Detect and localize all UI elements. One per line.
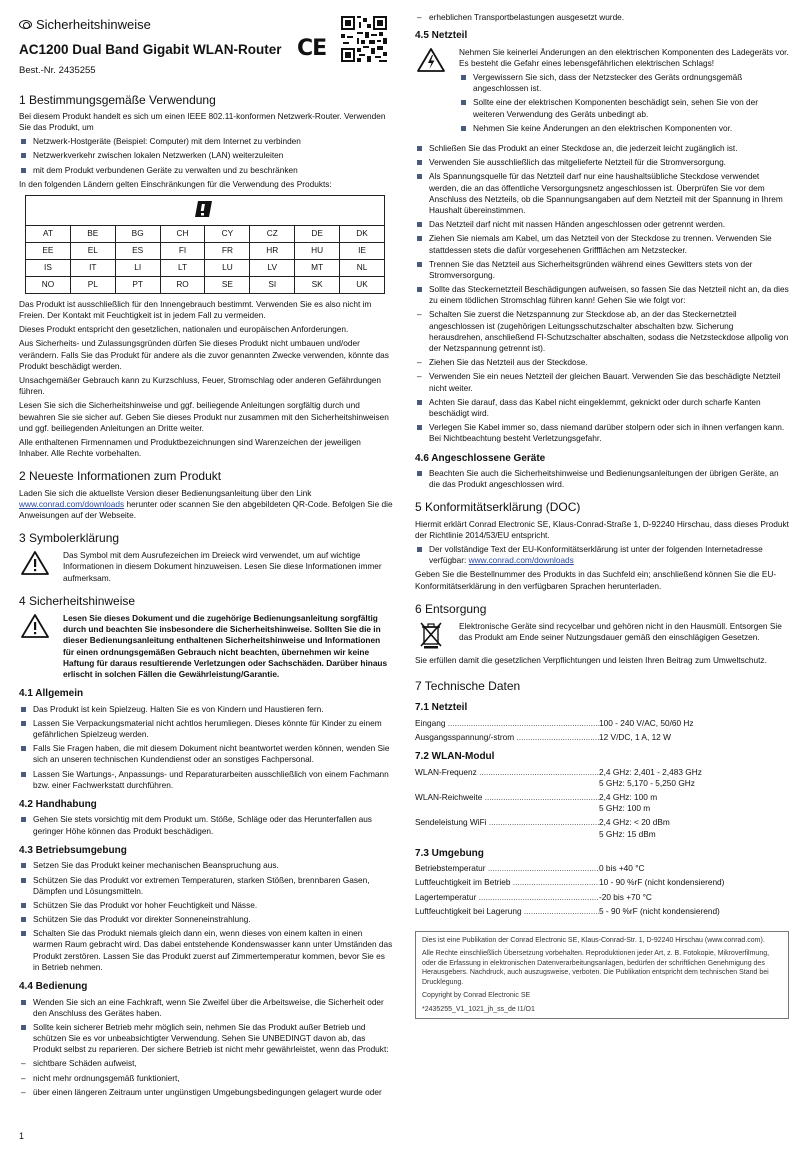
list-item: Achten Sie darauf, dass das Kabel nicht eingeklemmt, geknickt oder durch scharfe Kanten beschädigt wird. xyxy=(415,397,789,419)
list-item: – Schalten Sie zuerst die Netzspannung zur Steckdose ab, an der das Steckernetzteil angeschlossen ist (zugehörigen Leitungsschutzschalter abschalten bzw. Sicherung herausdrehen, anschließend FI-Schutzschalter abschalten, sodass die Netzsteckdose allpolig von der Netzspannung getrennt ist). xyxy=(415,309,789,354)
list-item: Lassen Sie Wartungs-, Anpassungs- und Reparaturarbeiten ausschließlich von einem Fachmann bzw. einer Fachwerkstatt durchführen. xyxy=(19,769,393,791)
s41-heading: 4.1 Allgemein xyxy=(19,688,84,700)
spec-key: Luftfeuchtigkeit bei Lagerung ..... xyxy=(415,906,599,917)
imprint-publisher: Dies ist eine Publikation der Conrad Electronic SE, Klaus-Conrad-Str. 1, D-92240 Hirschau (www.conrad.com). xyxy=(422,937,765,944)
s45-warning-text: Nehmen Sie keinerlei Änderungen an den elektrischen Komponenten des Ladegeräts vor. Es besteht die Gefahr eines lebensgefährlichen elektrischen Schlags! xyxy=(459,46,789,68)
left-column xyxy=(19,14,393,1101)
table-row xyxy=(26,259,385,276)
restriction-cell xyxy=(26,195,385,225)
spec-value: 0 bis +40 °C xyxy=(599,863,645,874)
list-item: Setzen Sie das Produkt keiner mechanischen Beanspruchung aus. xyxy=(19,860,393,871)
spec-value: 5 GHz: 100 m xyxy=(599,803,651,814)
list-item: – nicht mehr ordnungsgemäß funktioniert, xyxy=(19,1073,393,1084)
country-cell: HR xyxy=(250,242,295,259)
country-cell: LV xyxy=(250,259,295,276)
country-cell: CZ xyxy=(250,225,295,242)
paragraph: Alle enthaltenen Firmennamen und Produktbezeichnungen sind Warenzeichen der jeweiligen Inhaber. Alle Rechte vorbehalten. xyxy=(19,436,361,459)
spec-row xyxy=(415,817,789,839)
s5-text: Hiermit erklärt Conrad Electronic SE, Klaus-Conrad-Straße 1, D-92240 Hirschau, dass dieses Produkt der Richtlinie 2014/53/EU entspricht. xyxy=(415,518,789,540)
spec-key: Ausgangsspannung/-strom ..... xyxy=(415,732,599,743)
s44-heading: 4.4 Bedienung xyxy=(19,981,88,993)
list-item: Trennen Sie das Netzteil aus Sicherheitsgründen während eines Gewitters stets von der Stromversorgung. xyxy=(415,259,789,281)
list-item: Wenden Sie sich an eine Fachkraft, wenn Sie Zweifel über die Arbeitsweise, die Sicherheit oder den Anschluss des Gerätes haben. xyxy=(19,997,393,1019)
country-cell: ES xyxy=(115,242,160,259)
downloads-link[interactable]: www.conrad.com/downloads xyxy=(19,498,125,509)
country-cell: RO xyxy=(160,276,205,293)
spec-key: Eingang ..... xyxy=(415,718,599,729)
list-item: Falls Sie Fragen haben, die mit diesem Dokument nicht beantwortet werden können, wenden Sie sich an unseren technischen Kundendienst oder an sonstiges Fachpersonal. xyxy=(19,743,393,765)
list-item: – Verwenden Sie ein neues Netzteil der gleichen Bauart. Verwenden Sie das beschädigte Netzteil nicht weiter. xyxy=(415,371,789,393)
list-item: Sollte kein sicherer Betrieb mehr möglich sein, nehmen Sie das Produkt außer Betrieb und schützen Sie es vor unbeabsichtigter Verwendung. Sehen Sie UNBEDINGT davon ab, das Produkt selbst zu reparieren. Der sichere Betrieb ist nicht mehr gewährleistet, wenn das Produkt: xyxy=(19,1022,393,1056)
s6-text: Elektronische Geräte sind recycelbar und gehören nicht in den Hausmüll. Entsorgen Sie das Produkt am Ende seiner Nutzungsdauer gemäß den einschlägigen Gesetzen. xyxy=(459,620,782,643)
s3-heading: 3 Symbolerklärung xyxy=(19,531,120,546)
s3-text: Das Symbol mit dem Ausrufezeichen im Dreieck wird verwendet, um auf wichtige Informationen in diesem Dokument hinzuweisen. Lesen Sie diese Informationen immer aufmerksam. xyxy=(63,550,382,583)
countries-intro: In den folgenden Ländern gelten Einschränkungen für die Verwendung des Produkts: xyxy=(19,178,332,189)
list-item: Verlegen Sie Kabel immer so, dass niemand darüber stolpern oder sich in ihnen verfangen kann. Bei Nichtbeachtung besteht Verletzungsgefahr. xyxy=(415,422,789,444)
country-cell: BG xyxy=(115,225,160,242)
list-item: Verwenden Sie ausschließlich das mitgelieferte Netzteil für die Stromversorgung. xyxy=(415,157,789,168)
country-cell: CH xyxy=(160,225,205,242)
s2-text-a: Laden Sie sich die aktuellste Version dieser Bedienungsanleitung über den Link xyxy=(19,487,312,498)
s71-heading: 7.1 Netzteil xyxy=(415,702,468,714)
spec-value: 5 - 90 %rF (nicht kondensierend) xyxy=(599,905,720,916)
list-item: Lassen Sie Verpackungsmaterial nicht achtlos herumliegen. Dieses könnte für Kinder zu einem gefährlichen Spielzeug werden. xyxy=(19,718,393,740)
imprint-rights: Alle Rechte einschließlich Übersetzung vorbehalten. Reproduktionen jeder Art, z. B. Fotokopie, Mikroverfilmung, oder die Erfassung in elektronischen Datenverarbeitungsanlagen, bedürfen der schriftlichen Genehmigung des Herausgebers. Nachdruck, auch auszugsweise, verboten. Die Publikation entspricht dem technischen Stand bei Drucklegung. xyxy=(422,950,770,986)
country-cell: FI xyxy=(160,242,205,259)
s4-heading: 4 Sicherheitshinweise xyxy=(19,593,136,608)
s2-text-b: herunter oder scannen Sie den abgebildeten QR-Code. Befolgen Sie die Anweisungen auf der Webseite. xyxy=(19,498,393,520)
spec-value: 2,4 GHz: < 20 dBm xyxy=(599,817,670,828)
spec-row xyxy=(415,892,789,903)
disposal-info xyxy=(415,621,789,649)
s73-heading: 7.3 Umgebung xyxy=(415,847,484,859)
doc-downloads-link[interactable]: www.conrad.com/downloads xyxy=(468,555,574,566)
country-cell: DE xyxy=(295,225,340,242)
list-item: – sichtbare Schäden aufweist, xyxy=(19,1058,393,1069)
electric-hazard-icon xyxy=(415,47,447,73)
s2-heading: 2 Neueste Informationen zum Produkt xyxy=(19,469,222,484)
spec-key: Betriebstemperatur ..... xyxy=(415,863,599,874)
country-cell: AT xyxy=(26,225,71,242)
table-row xyxy=(26,276,385,293)
spec-key: WLAN-Reichweite ..... xyxy=(415,792,599,814)
spec-table-71 xyxy=(415,718,789,743)
country-cell: MT xyxy=(295,259,340,276)
qr-code-icon[interactable] xyxy=(341,16,387,62)
country-cell: IE xyxy=(340,242,385,259)
list-item: Netzwerkverkehr zwischen lokalen Netzwerken (LAN) weiterzuleiten xyxy=(19,150,393,161)
s72-heading: 7.2 WLAN-Modul xyxy=(415,751,495,763)
country-cell: CY xyxy=(205,225,250,242)
list-item: Ziehen Sie niemals am Kabel, um das Netzteil von der Steckdose zu trennen. Verwenden Sie stattdessen stets die dafür vorgesehenen Griffflächen am Netzstecker. xyxy=(415,233,789,255)
list-item: Schützen Sie das Produkt vor extremen Temperaturen, starken Stößen, brennbaren Gasen, Dämpfen und Lösungsmitteln. xyxy=(19,875,393,897)
list-item: Gehen Sie stets vorsichtig mit dem Produkt um. Stöße, Schläge oder das Herunterfallen aus geringer Höhe können das Produkt beschädigen. xyxy=(19,814,393,836)
spec-value: -20 bis +70 °C xyxy=(599,891,652,902)
s5-heading: 5 Konformitätserklärung (DOC) xyxy=(415,500,581,515)
country-cell: BE xyxy=(70,225,115,242)
s5-after: Geben Sie die Bestellnummer des Produkts in das Suchfeld ein; anschließend können Sie die EU-Konformitätserklärung in den verfügbaren Sprachen herunterladen. xyxy=(415,569,777,591)
country-cell: UK xyxy=(340,276,385,293)
list-item: Schützen Sie das Produkt vor direkter Sonneneinstrahlung. xyxy=(19,914,393,925)
spec-key: Lagertemperatur ..... xyxy=(415,892,599,903)
country-cell: PL xyxy=(70,276,115,293)
spec-row xyxy=(415,863,789,874)
country-cell: LI xyxy=(115,259,160,276)
table-row xyxy=(26,225,385,242)
list-item: Schalten Sie das Produkt niemals gleich dann ein, wenn dieses von einem kalten in einen warmen Raum gebracht wird. Das dabei entstehende Kondenswasser kann unter Umständen das Produkt zerstören. Lassen Sie das Produkt zuerst auf Zimmertemperatur kommen, bevor Sie es in Betrieb nehmen. xyxy=(19,928,393,973)
paragraph: Dieses Produkt entspricht den gesetzlichen, nationalen und europäischen Anforderungen. xyxy=(19,324,349,335)
country-cell: LT xyxy=(160,259,205,276)
country-cell: EL xyxy=(70,242,115,259)
s1-intro: Bei diesem Produkt handelt es sich um einen IEEE 802.11-konformen Netzwerk-Router. Verwenden Sie das Produkt, um xyxy=(19,110,386,132)
s2-text xyxy=(19,488,393,522)
list-item: Als Spannungsquelle für das Netzteil darf nur eine haushaltsübliche Steckdose verwendet werden, die an das öffentliche Versorgungsnetz angeschlossen ist. Überprüfen Sie vor dem Anschluss des Netzteils, ob die Spannungsangaben auf dem Netzteil mit der Spannung in Ihrem Haushalt übereinstimmen. xyxy=(415,171,789,216)
warning-triangle-icon xyxy=(19,613,51,639)
list-item: Netzwerk-Hostgeräte (Beispiel: Computer) mit dem Internet zu verbinden xyxy=(19,136,393,147)
spec-row xyxy=(415,718,789,729)
country-cell: SK xyxy=(295,276,340,293)
s42-heading: 4.2 Handhabung xyxy=(19,798,97,810)
s1-heading: 1 Bestimmungsgemäße Verwendung xyxy=(19,92,216,107)
spec-row xyxy=(415,877,789,888)
spec-row xyxy=(415,792,789,814)
paragraph: Das Produkt ist ausschließlich für den Innengebrauch bestimmt. Verwenden Sie es also nicht im Freien. Der Kontakt mit Feuchtigkeit ist in jedem Fall zu vermeiden. xyxy=(19,298,372,321)
spec-row xyxy=(415,732,789,743)
crossed-bin-icon xyxy=(415,621,447,649)
right-column xyxy=(415,12,789,1019)
warning-triangle-icon xyxy=(19,550,51,576)
country-cell: EE xyxy=(26,242,71,259)
ce-mark: CE xyxy=(297,36,327,61)
list-item xyxy=(415,544,789,566)
paragraph: Aus Sicherheits- und Zulassungsgründen dürfen Sie dieses Produkt nicht umbauen und/oder verändern. Falls Sie das Produkt für andere als die zuvor genannten Zwecke verwenden, könnte das Produkt beschädigt werden. xyxy=(19,338,389,371)
s4-warning xyxy=(19,613,393,680)
s6-after: Sie erfüllen damit die gesetzlichen Verpflichtungen und leisten Ihren Beitrag zum Umweltschutz. xyxy=(415,654,767,665)
country-cell: IT xyxy=(70,259,115,276)
spec-value: 5 GHz: 5,170 - 5,250 GHz xyxy=(599,777,695,788)
country-cell: NL xyxy=(340,259,385,276)
spec-key: WLAN-Frequenz ..... xyxy=(415,767,599,789)
table-row xyxy=(26,242,385,259)
s7-heading: 7 Technische Daten xyxy=(415,679,521,694)
s6-heading: 6 Entsorgung xyxy=(415,601,487,616)
country-table xyxy=(25,195,385,294)
page-number: 1 xyxy=(19,1131,25,1141)
list-item: Das Produkt ist kein Spielzeug. Halten Sie es von Kindern und Haustieren fern. xyxy=(19,704,393,715)
list-item: Sollte eine der elektrischen Komponenten beschädigt sein, sehen Sie von der weiteren Verwendung des Geräts unbedingt ab. xyxy=(459,97,789,119)
spec-value: 5 GHz: 15 dBm xyxy=(599,828,656,839)
list-item: Das Netzteil darf nicht mit nassen Händen angeschlossen oder getrennt werden. xyxy=(415,219,789,230)
imprint-box xyxy=(415,931,789,1019)
imprint-doc-id: *2435255_V1_1021_jh_ss_de I1/O1 xyxy=(422,1005,535,1013)
spec-key: Luftfeuchtigkeit im Betrieb ..... xyxy=(415,877,599,888)
list-item: Sollte das Steckernetzteil Beschädigungen aufweisen, so fassen Sie das Netzteil nicht an, da dies zu einem tödlichen Stromschlag führen kann! Gehen Sie wie folgt vor: xyxy=(415,284,789,306)
list-item: – erheblichen Transportbelastungen ausgesetzt wurde. xyxy=(415,12,789,23)
s5-bullet-text: Der vollständige Text der EU-Konformitätserklärung ist unter der folgenden Internetadresse verfügbar: xyxy=(429,543,763,566)
spec-table-73 xyxy=(415,863,789,917)
list-item: Nehmen Sie keine Änderungen an den elektrischen Komponenten vor. xyxy=(459,123,789,134)
s43-heading: 4.3 Betriebsumgebung xyxy=(19,844,127,856)
country-cell: DK xyxy=(340,225,385,242)
spec-value: 2,4 GHz: 2,401 - 2,483 GHz xyxy=(599,766,702,777)
s4-warning-text: Lesen Sie dieses Dokument und die zugehörige Bedienungsanleitung sorgfältig durch und beachten Sie insbesondere die Sicherheitshinweise. Sollten Sie die in dieser Bedienungsanleitung enthaltenen Sicherheitshinweise und Informationen für einen ordnungsgemäßen Gebrauch nicht beachten, übernehmen wir keine Haftung für daraus resultierende Verletzungen oder Sachschäden. Darüber hinaus erlischt in solchen Fällen die Gewährleistung/Garantie. xyxy=(63,613,388,679)
device-restriction-icon xyxy=(192,198,218,220)
spec-row xyxy=(415,767,789,789)
spec-value: 10 - 90 %rF (nicht kondensierend) xyxy=(599,877,725,888)
section-label xyxy=(19,16,393,34)
paragraph: Lesen Sie sich die Sicherheitshinweise und ggf. beiliegende Anleitungen sorgfältig durch und bewahren Sie sie sicher auf. Geben Sie dieses Produkt nur zusammen mit den Sicherheitshinweisen und ggf. beiliegenden Anleitungen an Dritte weiter. xyxy=(19,400,389,433)
imprint-copyright: Copyright by Conrad Electronic SE xyxy=(422,992,531,1000)
country-cell: PT xyxy=(115,276,160,293)
disc-icon xyxy=(19,20,32,29)
country-cell: SE xyxy=(205,276,250,293)
symbol-explanation xyxy=(19,550,393,584)
country-cell: IS xyxy=(26,259,71,276)
country-cell: SI xyxy=(250,276,295,293)
country-cell: LU xyxy=(205,259,250,276)
list-item: – Ziehen Sie das Netzteil aus der Steckdose. xyxy=(415,357,789,368)
s45-warning xyxy=(415,47,789,137)
country-cell: NO xyxy=(26,276,71,293)
list-item: Beachten Sie auch die Sicherheitshinweise und Bedienungsanleitungen der übrigen Geräte, an die das Produkt angeschlossen wird. xyxy=(415,468,789,490)
spec-value: 12 V/DC, 1 A, 12 W xyxy=(599,731,671,742)
spec-key: Sendeleistung WiFi ..... xyxy=(415,817,599,839)
country-cell: HU xyxy=(295,242,340,259)
spec-value: 2,4 GHz: 100 m xyxy=(599,792,658,802)
list-item: Vergewissern Sie sich, dass der Netzstecker des Geräts ordnungsgemäß angeschlossen ist. xyxy=(459,72,789,94)
section-label-text: Sicherheitshinweise xyxy=(36,17,151,32)
product-title: AC1200 Dual Band Gigabit WLAN-Router xyxy=(19,41,282,57)
spec-value: 100 - 240 V/AC, 50/60 Hz xyxy=(599,717,694,728)
s46-heading: 4.6 Angeschlossene Geräte xyxy=(415,452,546,464)
list-item: Schließen Sie das Produkt an einer Steckdose an, die jederzeit leicht zugänglich ist. xyxy=(415,143,789,154)
s45-heading: 4.5 Netzteil xyxy=(415,30,468,42)
spec-table-72 xyxy=(415,767,789,840)
list-item: – über einen längeren Zeitraum unter ungünstigen Umgebungsbedingungen gelagert wurde oder xyxy=(19,1087,393,1098)
list-item: mit dem Produkt verbundenen Geräte zu verwalten und zu beschränken xyxy=(19,165,393,176)
list-item: Schützen Sie das Produkt vor hoher Feuchtigkeit und Nässe. xyxy=(19,900,393,911)
order-number: Best.-Nr. 2435255 xyxy=(19,64,96,76)
spec-row xyxy=(415,906,789,917)
paragraph: Unsachgemäßer Gebrauch kann zu Kurzschluss, Feuer, Stromschlag oder anderen Gefährdungen führen. xyxy=(19,375,382,397)
country-cell: FR xyxy=(205,242,250,259)
